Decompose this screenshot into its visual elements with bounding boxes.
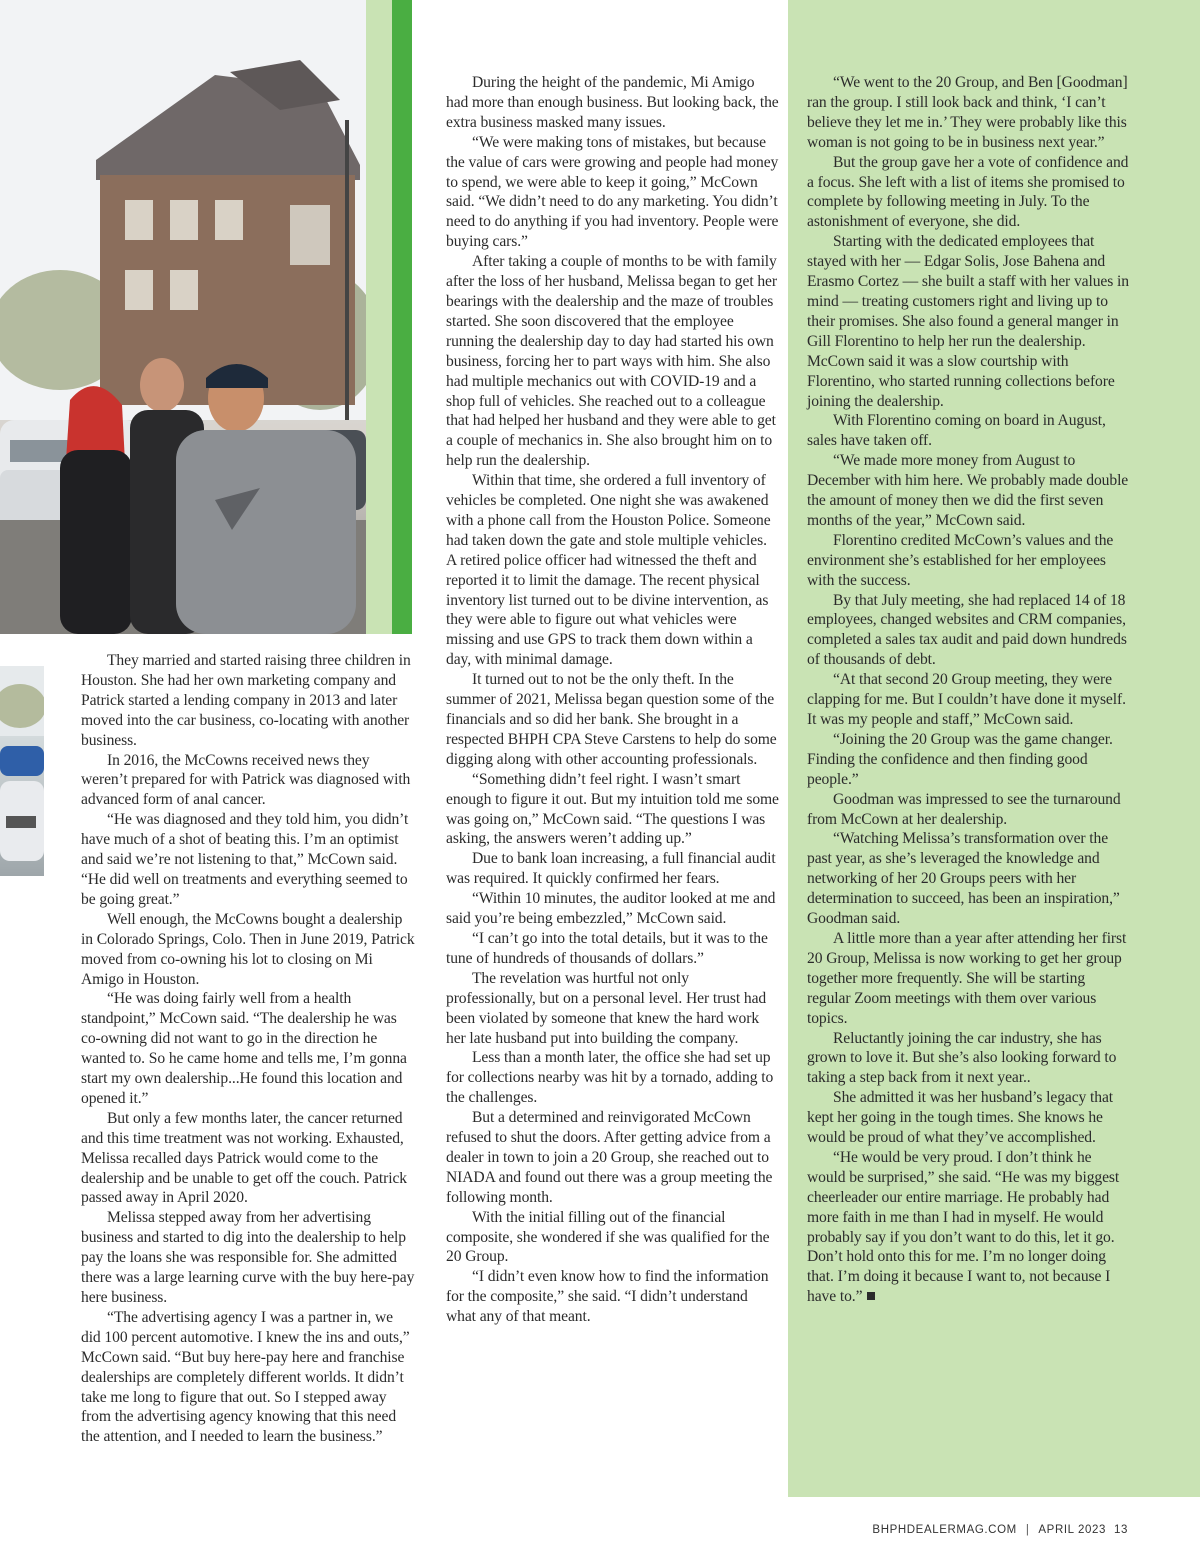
paragraph: After taking a couple of months to be with family after the loss of her husband, Melissa began to get her bearings with the dealership and the maze of troubles started. She soon discovered that the employee running the dealership day to day had started his own business, forcing her to part ways with him. She also had multiple mechanics out with COVID-19 and a shop full of vehicles. She reached out to a colleague that had helped her husband and they were able to get a couple of mechanics in. She also brought him on to help run the dealership. <box>446 253 777 470</box>
paragraph <box>807 1148 1129 1307</box>
website-url: BHPHDEALERMAG.COM <box>872 1524 1017 1536</box>
page-number: 13 <box>1114 1524 1128 1536</box>
paragraph: “He was doing fairly well from a health standpoint,” McCown said. “The dealership he was co-owning did not want to go in the direction he wanted to. So he came home and tells me, I’m gonna start my own dealership...He found this location and opened it.” <box>81 990 407 1107</box>
paragraph: But only a few months later, the cancer returned and this time treatment was not working. Exhausted, Melissa recalled days Patrick would come to the dealership and be unable to get off the couch. Patrick passed away in April 2020. <box>81 1109 407 1207</box>
paragraph: In 2016, the McCowns received news they weren’t prepared for with Patrick was diagnosed with advanced form of anal cancer. <box>81 751 411 809</box>
paragraph: “We made more money from August to December with him here. We probably made double the amount of money then we did the first seven months of the year,” McCown said. <box>807 452 1129 529</box>
paragraph: Due to bank loan increasing, a full financial audit was required. It quickly confirmed her fears. <box>446 850 776 888</box>
paragraph: “At that second 20 Group meeting, they were clapping for me. But I couldn’t have done it myself. It was my people and staff,” McCown said. <box>807 671 1126 728</box>
paragraph: “The advertising agency I was a partner in, we did 100 percent automotive. I knew the ins and outs,” McCown said. “But buy here-pay here and franchise dealerships are completely different worlds. It didn’t take me long to figure that out. So I stepped away from the advertising agency knowing that this need the attention, and I needed to learn the business.” <box>81 1308 410 1446</box>
footer-separator: | <box>1025 1524 1030 1536</box>
article-column-2 <box>446 73 780 1327</box>
accent-bar-dark <box>392 0 412 634</box>
paragraph: “Joining the 20 Group was the game changer. Finding the confidence and then finding good people.” <box>807 730 1113 788</box>
paragraph: “I can’t go into the total details, but it was to the tune of hundreds of thousands of dollars.” <box>446 929 768 967</box>
paragraph: She admitted it was her husband’s legacy that kept her going in the tough times. She knows he would be proud of what they’ve accomplished. <box>807 1089 1114 1147</box>
paragraph: Florentino credited McCown’s values and the environment she’s established for her employees with the success. <box>807 531 1114 589</box>
article-photo <box>0 0 366 634</box>
paragraph: Less than a month later, the office she had set up for collections nearby was hit by a tornado, adding to the challenges. <box>446 1049 774 1107</box>
paragraph: They married and started raising three children in Houston. She had her own marketing company and Patrick started a lending company in 2013 and later moved into the car business, co-locating with another business. <box>81 652 411 749</box>
paragraph: During the height of the pandemic, Mi Amigo had more than enough business. But looking back, the extra business masked many issues. <box>446 74 779 131</box>
paragraph: “He was diagnosed and they told him, you didn’t have much of a shot of beating this. I’m an optimist and said we’re not listening to that,” McCown said. “He did well on treatments and everything seemed to be going great.” <box>81 811 409 908</box>
paragraph: Well enough, the McCowns bought a dealership in Colorado Springs, Colo. Then in June 2019, Patrick moved from co-owning his lot to closing on Mi Amigo in Houston. <box>81 910 415 988</box>
article-photo-continuation <box>0 666 44 876</box>
paragraph: But the group gave her a vote of confidence and a focus. She left with a list of items she promised to complete by following meeting in July. To the astonishment of everyone, she did. <box>807 153 1129 231</box>
paragraph: Goodman was impressed to see the turnaround from McCown at her dealership. <box>807 790 1121 828</box>
article-column-1 <box>81 651 415 1447</box>
paragraph: “We were making tons of mistakes, but because the value of cars were growing and people had money to spend, we were able to keep it going,” McCown said. “We didn’t need to do any marketing. You didn’t need to do anything if you had inventory. People were buying cars.” <box>446 133 779 251</box>
paragraph: “Something didn’t feel right. I wasn’t smart enough to figure it out. But my intuition told me some was going on,” McCown said. “The questions I was asking, the answers weren’t adding up.” <box>446 770 779 848</box>
paragraph: Reluctantly joining the car industry, she has grown to love it. But she’s also looking forward to taking a step back from it next year.. <box>807 1029 1117 1087</box>
issue-date: APRIL 2023 <box>1038 1524 1106 1536</box>
end-of-article-icon <box>867 1292 875 1300</box>
page-footer <box>872 1524 1128 1536</box>
paragraph: “We went to the 20 Group, and Ben [Goodman] ran the group. I still look back and think, ‘I can’t believe they let me in.’ They were probably like this woman is not going to be in business next year.” <box>807 74 1128 151</box>
photo-car-detail <box>0 666 44 876</box>
paragraph: “Within 10 minutes, the auditor looked at me and said you’re being embezzled,” McCown said. <box>446 890 776 928</box>
paragraph: Melissa stepped away from her advertising business and started to dig into the dealership to help pay the loans she was responsible for. She admitted there was a large learning curve with the buy here-pay here business. <box>81 1209 415 1306</box>
paragraph: By that July meeting, she had replaced 14 of 18 employees, changed websites and CRM companies, completed a sales tax audit and paid down hundreds of thousands of debt. <box>807 591 1127 669</box>
photo-illustration <box>0 0 366 634</box>
paragraph: The revelation was hurtful not only professionally, but on a personal level. Her trust had been violated by someone that knew the hard work her late husband put into building the company. <box>446 969 767 1047</box>
article-column-3 <box>807 73 1129 1307</box>
paragraph: “Watching Melissa’s transformation over the past year, as she’s leveraged the knowledge and networking of her 20 Groups peers with her determination to succeed, has been an inspiration,” Goodman said. <box>807 830 1120 928</box>
paragraph: A little more than a year after attending her first 20 Group, Melissa is now working to get her group together more frequently. She will be starting regular Zoom meetings with them over various topics. <box>807 929 1127 1027</box>
paragraph: It turned out to not be the only theft. In the summer of 2021, Melissa began question some of the financials and so did her bank. She brought in a respected BHPH CPA Steve Carstens to help do some digging along with other accounting professionals. <box>446 671 777 768</box>
paragraph: With Florentino coming on board in August, sales have taken off. <box>807 412 1106 450</box>
paragraph: But a determined and reinvigorated McCown refused to shut the doors. After getting advice from a dealer in town to join a 20 Group, she reached out to NIADA and found out there was a group meeting the following month. <box>446 1109 773 1206</box>
paragraph-text: “He would be very proud. I don’t think he would be surprised,” she said. “He was my biggest cheerleader our entire marriage. He probably had more faith in me than I had in myself. He would probably say if you don’t want to do this, let it go. Don’t hold onto this for me. I’m no longer doing that. I’m doing it because I want to, not because I have to.” <box>807 1148 1120 1306</box>
paragraph: Starting with the dedicated employees that stayed with her — Edgar Solis, Jose Bahena and Erasmo Cortez — she built a staff with her values in mind — treating customers right and living up to their promises. She also found a general manger in Gill Florentino to help her run the dealership. McCown said it was a slow courtship with Florentino, who started running collections before joining the dealership. <box>807 233 1129 410</box>
accent-bar-light <box>366 0 392 634</box>
paragraph: Within that time, she ordered a full inventory of vehicles be completed. One night she was awakened with a phone call from the Houston Police. Someone had taken down the gate and stole multiple vehicles. A retired police officer had witnessed the theft and reported it to limit the damage. The recent physical inventory list turned out to be divine intervention, as they were able to figure out what vehicles were missing and use GPS to track them down within a day, with minimal damage. <box>446 472 771 669</box>
paragraph: With the initial filling out of the financial composite, she wondered if she was qualified for the 20 Group. <box>446 1208 770 1266</box>
paragraph: “I didn’t even know how to find the information for the composite,” she said. “I didn’t understand what any of that meant. <box>446 1268 769 1326</box>
